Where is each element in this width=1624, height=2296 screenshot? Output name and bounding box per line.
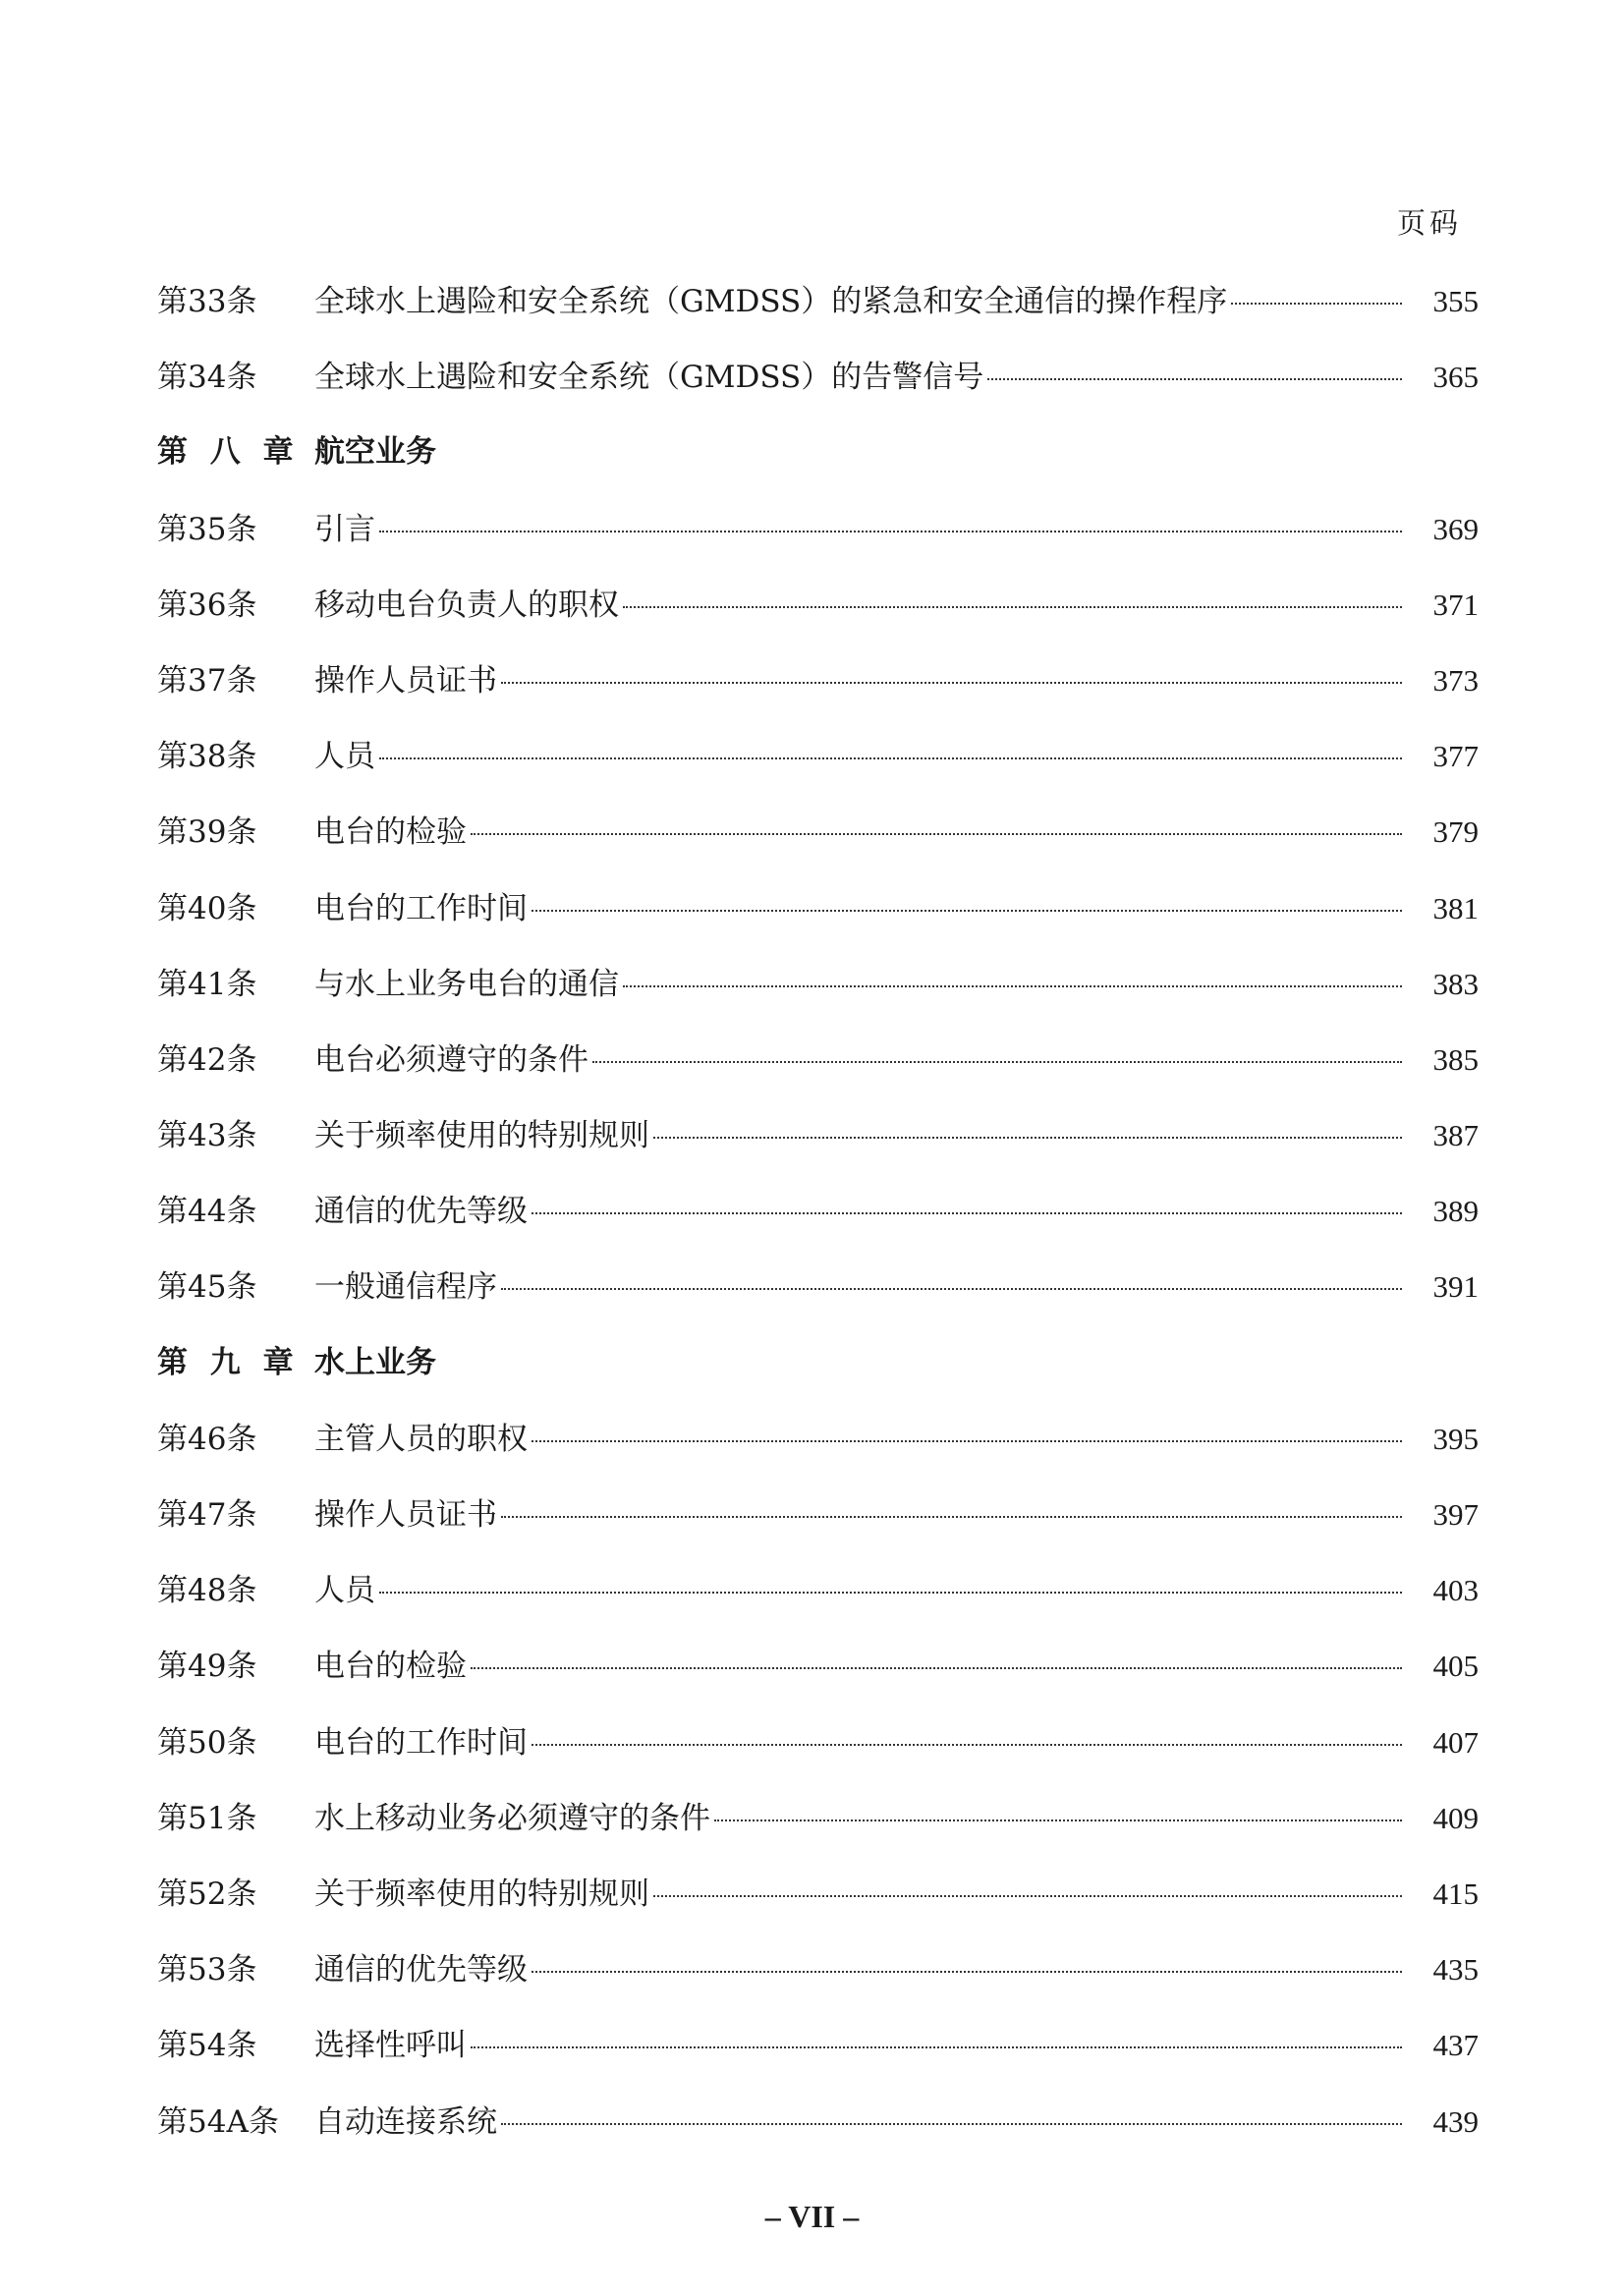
toc-entry[interactable] xyxy=(157,1173,1479,1249)
toc-chapter-heading xyxy=(157,415,1479,490)
chapter-number: 第 九 章 xyxy=(157,1344,300,1380)
page-number: 395 xyxy=(1432,1421,1479,1456)
article-number: 第49条 xyxy=(157,1649,257,1685)
article-number: 第46条 xyxy=(157,1421,257,1457)
dot-leader xyxy=(532,1744,1402,1746)
toc-entry[interactable] xyxy=(157,1932,1479,2007)
page-footer-number: – VII – xyxy=(764,2199,860,2234)
page-number: 405 xyxy=(1432,1649,1479,1684)
article-number: 第37条 xyxy=(157,662,257,699)
dot-leader xyxy=(714,1820,1402,1821)
article-title: 电台的工作时间 xyxy=(314,890,528,926)
article-number: 第51条 xyxy=(157,1800,257,1836)
page-number: 391 xyxy=(1432,1269,1479,1305)
article-number: 第52条 xyxy=(157,1876,257,1912)
dot-leader xyxy=(532,910,1402,912)
page-number: 435 xyxy=(1432,1952,1479,1988)
dot-leader xyxy=(532,1971,1402,1973)
page-number: 381 xyxy=(1432,890,1479,925)
dot-leader xyxy=(653,1137,1402,1139)
article-number: 第39条 xyxy=(157,814,257,851)
toc-entry[interactable] xyxy=(157,1856,1479,1932)
page-number: 365 xyxy=(1432,360,1479,395)
page-number: 415 xyxy=(1432,1876,1479,1911)
page-number: 403 xyxy=(1432,1573,1479,1608)
article-title: 全球水上遇险和安全系统（GMDSS）的紧急和安全通信的操作程序 xyxy=(314,284,1228,319)
dot-leader xyxy=(623,606,1402,608)
article-title: 电台的检验 xyxy=(314,814,467,851)
toc-entry[interactable] xyxy=(157,1477,1479,1552)
dot-leader xyxy=(501,1288,1402,1290)
toc-entry[interactable] xyxy=(157,2007,1479,2083)
article-title: 人员 xyxy=(314,1573,375,1609)
page-number: 369 xyxy=(1432,511,1479,546)
dot-leader xyxy=(592,1061,1402,1063)
page-number: 439 xyxy=(1432,2103,1479,2139)
dot-leader xyxy=(471,2046,1402,2048)
page-number: 355 xyxy=(1432,284,1479,318)
article-number: 第45条 xyxy=(157,1269,257,1306)
toc-entry[interactable] xyxy=(157,946,1479,1022)
article-number: 第42条 xyxy=(157,1041,257,1078)
article-title: 一般通信程序 xyxy=(314,1269,497,1306)
article-title: 操作人员证书 xyxy=(314,662,497,699)
article-title: 选择性呼叫 xyxy=(314,2028,467,2064)
article-number: 第50条 xyxy=(157,1724,257,1761)
page-number: 407 xyxy=(1432,1724,1479,1760)
toc-entry[interactable] xyxy=(157,1022,1479,1097)
toc-entry[interactable] xyxy=(157,1097,1479,1173)
article-title: 移动电台负责人的职权 xyxy=(314,587,619,623)
chapter-title: 水上业务 xyxy=(314,1344,436,1380)
page-number: 379 xyxy=(1432,814,1479,850)
dot-leader xyxy=(501,2123,1402,2125)
article-number: 第34条 xyxy=(157,360,257,396)
dot-leader xyxy=(379,757,1402,759)
article-number: 第54条 xyxy=(157,2028,257,2064)
dot-leader xyxy=(532,1440,1402,1442)
toc-entry[interactable] xyxy=(157,1552,1479,1628)
dot-leader xyxy=(1231,303,1402,305)
toc-entry[interactable] xyxy=(157,1401,1479,1477)
toc-entry[interactable] xyxy=(157,718,1479,794)
toc-entry[interactable] xyxy=(157,263,1479,339)
dot-leader xyxy=(623,985,1402,987)
toc-entry[interactable] xyxy=(157,1780,1479,1856)
article-number: 第47条 xyxy=(157,1497,257,1533)
page-number: 373 xyxy=(1432,662,1479,698)
page-number: 437 xyxy=(1432,2028,1479,2063)
toc-entry[interactable] xyxy=(157,567,1479,643)
article-title: 引言 xyxy=(314,511,375,547)
dot-leader xyxy=(379,1592,1402,1594)
article-title: 关于频率使用的特别规则 xyxy=(314,1876,649,1912)
toc-entry[interactable] xyxy=(157,1705,1479,1780)
article-number: 第48条 xyxy=(157,1573,257,1609)
page-number: 389 xyxy=(1432,1194,1479,1229)
dot-leader xyxy=(471,833,1402,835)
article-number: 第43条 xyxy=(157,1118,257,1154)
toc-entry[interactable] xyxy=(157,2084,1479,2159)
page-number: 387 xyxy=(1432,1118,1479,1153)
dot-leader xyxy=(501,682,1402,684)
chapter-number: 第 八 章 xyxy=(157,434,300,471)
toc-entry[interactable] xyxy=(157,1249,1479,1324)
article-title: 关于频率使用的特别规则 xyxy=(314,1118,649,1154)
dot-leader xyxy=(501,1516,1402,1518)
page-column-label: 页码 xyxy=(1396,206,1462,240)
page-number: 409 xyxy=(1432,1800,1479,1835)
article-title: 电台的检验 xyxy=(314,1649,467,1685)
dot-leader xyxy=(379,531,1402,532)
chapter-title: 航空业务 xyxy=(314,434,436,471)
article-title: 电台的工作时间 xyxy=(314,1724,528,1761)
article-title: 全球水上遇险和安全系统（GMDSS）的告警信号 xyxy=(314,360,984,396)
article-title: 与水上业务电台的通信 xyxy=(314,966,619,1002)
article-number: 第38条 xyxy=(157,739,257,775)
article-title: 通信的优先等级 xyxy=(314,1194,528,1230)
dot-leader xyxy=(987,378,1402,380)
article-title: 通信的优先等级 xyxy=(314,1952,528,1988)
page-number: 397 xyxy=(1432,1497,1479,1532)
toc-entry[interactable] xyxy=(157,870,1479,946)
article-number: 第54A条 xyxy=(157,2103,279,2140)
toc-entry[interactable] xyxy=(157,794,1479,869)
dot-leader xyxy=(471,1667,1402,1669)
page-number: 385 xyxy=(1432,1041,1479,1077)
article-number: 第40条 xyxy=(157,890,257,926)
page-number: 371 xyxy=(1432,587,1479,622)
article-title: 电台必须遵守的条件 xyxy=(314,1041,588,1078)
table-of-contents xyxy=(157,263,1479,2159)
dot-leader xyxy=(653,1895,1402,1897)
article-number: 第33条 xyxy=(157,284,257,319)
article-number: 第44条 xyxy=(157,1194,257,1230)
page-number: 383 xyxy=(1432,966,1479,1001)
toc-entry[interactable] xyxy=(157,1628,1479,1704)
toc-entry[interactable] xyxy=(157,491,1479,567)
article-number: 第35条 xyxy=(157,511,257,547)
article-title: 操作人员证书 xyxy=(314,1497,497,1533)
toc-entry[interactable] xyxy=(157,643,1479,718)
dot-leader xyxy=(532,1212,1402,1214)
toc-entry[interactable] xyxy=(157,339,1479,415)
article-title: 人员 xyxy=(314,739,375,775)
article-number: 第41条 xyxy=(157,966,257,1002)
article-number: 第53条 xyxy=(157,1952,257,1988)
toc-chapter-heading xyxy=(157,1325,1479,1401)
article-number: 第36条 xyxy=(157,587,257,623)
article-title: 主管人员的职权 xyxy=(314,1421,528,1457)
article-title: 自动连接系统 xyxy=(314,2103,497,2140)
page-number: 377 xyxy=(1432,739,1479,774)
article-title: 水上移动业务必须遵守的条件 xyxy=(314,1800,710,1836)
